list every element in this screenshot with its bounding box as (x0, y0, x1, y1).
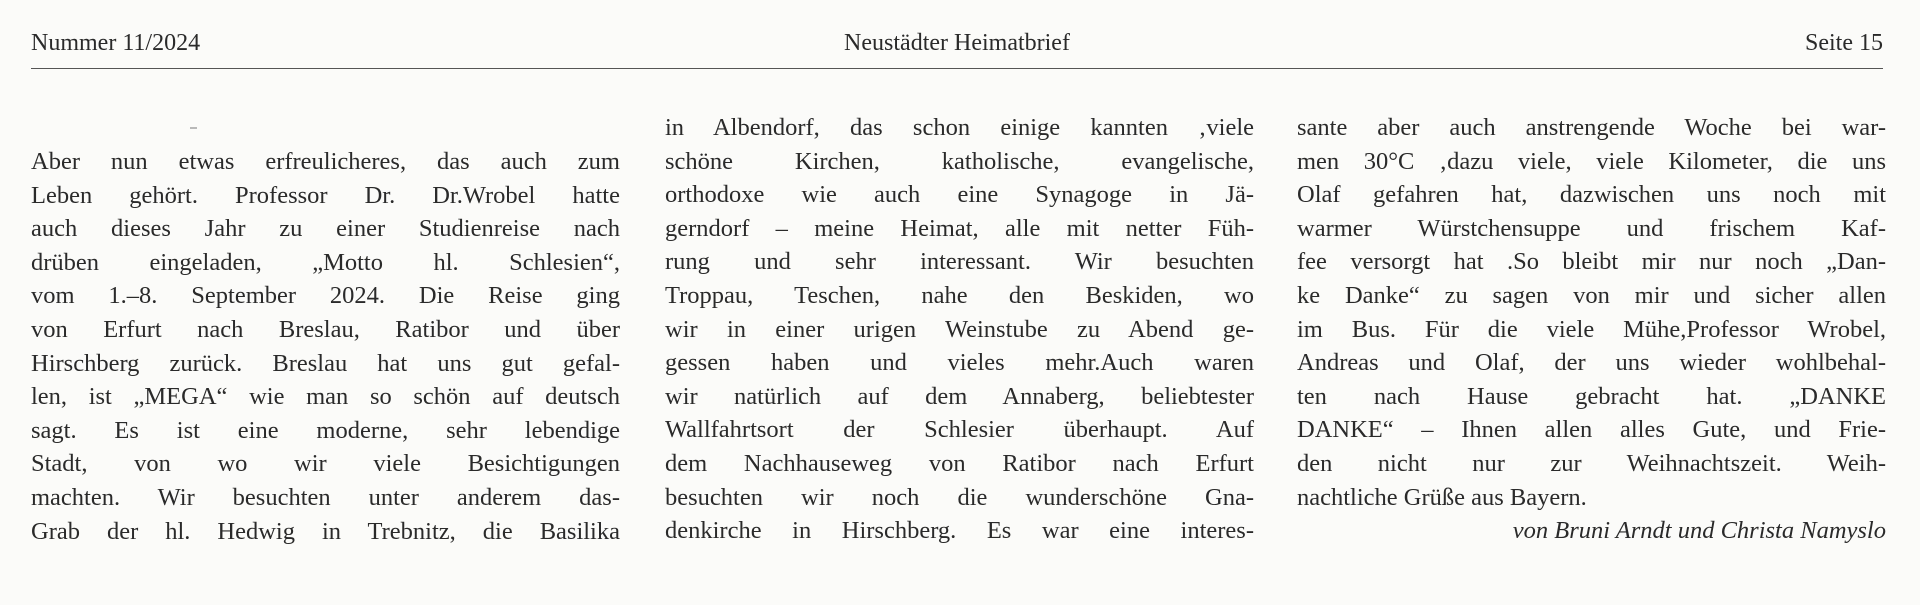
text-line: im Bus. Für die viele Mühe,Professor Wrobel, (1297, 315, 1886, 343)
text-line: wir in einer urigen Weinstube zu Abend ge- (665, 315, 1254, 343)
print-speck (190, 127, 197, 129)
text-line: fee versorgt hat .So bleibt mir nur noch „Dan- (1297, 248, 1886, 276)
publication-title: Neustädter Heimatbrief (844, 30, 1070, 56)
text-line: rung und sehr interessant. Wir besuchten (665, 248, 1254, 276)
text-line: len, ist „MEGA“ wie man so schön auf deutsch (31, 383, 620, 411)
text-line: gessen haben und vieles mehr.Auch waren (665, 349, 1254, 377)
page-number: Seite 15 (1805, 30, 1883, 56)
text-column-2 (665, 111, 1254, 548)
text-line: orthodoxe wie auch eine Synagoge in Jä- (665, 181, 1254, 209)
text-line: ke Danke“ zu sagen von mir und sicher allen (1297, 281, 1886, 309)
text-line: wir natürlich auf dem Annaberg, beliebtester (665, 382, 1254, 410)
page-header (31, 26, 1883, 60)
text-line: nachtliche Grüße aus Bayern. (1297, 483, 1587, 511)
text-line: Andreas und Olaf, der uns wieder wohlbehal- (1297, 349, 1886, 377)
text-line: drüben eingeladen, „Motto hl. Schlesien“, (31, 248, 620, 276)
text-line: machten. Wir besuchten unter anderem das- (31, 483, 620, 511)
text-line: den nicht nur zur Weihnachtszeit. Weih- (1297, 449, 1886, 477)
issue-number: Nummer 11/2024 (31, 30, 201, 56)
text-line: sante aber auch anstrengende Woche bei war- (1297, 114, 1886, 141)
text-line: besuchten wir noch die wunderschöne Gna- (665, 483, 1254, 511)
text-line: denkirche in Hirschberg. Es war eine interes- (665, 517, 1254, 545)
text-column-1 (31, 145, 620, 548)
text-line: Leben gehört. Professor Dr. Dr.Wrobel hatte (31, 181, 620, 209)
text-line: Olaf gefahren hat, dazwischen uns noch mit (1297, 181, 1886, 209)
author-signature: von Bruni Arndt und Christa Namyslo (1512, 517, 1886, 545)
text-line: men 30°C ‚dazu viele, viele Kilometer, die uns (1297, 147, 1886, 175)
text-line: auch dieses Jahr zu einer Studienreise nach (31, 215, 620, 243)
text-line: Aber nun etwas erfreulicheres, das auch zum (31, 148, 620, 175)
text-line: DANKE“ – Ihnen allen alles Gute, und Frie- (1297, 416, 1886, 444)
text-line: schöne Kirchen, katholische, evangelische, (665, 147, 1254, 175)
header-divider (31, 68, 1883, 69)
text-line: ten nach Hause gebracht hat. „DANKE (1297, 382, 1886, 410)
text-column-3 (1297, 111, 1886, 548)
text-line: Troppau, Teschen, nahe den Beskiden, wo (665, 281, 1254, 309)
text-line: Hirschberg zurück. Breslau hat uns gut gefal- (31, 349, 620, 377)
text-line: warmer Würstchensuppe und frischem Kaf- (1297, 214, 1886, 242)
text-line: dem Nachhauseweg von Ratibor nach Erfurt (665, 449, 1254, 477)
text-line: in Albendorf, das schon einige kannten ‚viele (665, 114, 1254, 141)
text-line: Grab der hl. Hedwig in Trebnitz, die Basilika (31, 517, 620, 545)
text-line: Stadt, von wo wir viele Besichtigungen (31, 450, 620, 478)
text-line: vom 1.–8. September 2024. Die Reise ging (31, 282, 620, 310)
text-line: von Erfurt nach Breslau, Ratibor und über (31, 315, 620, 343)
text-line: Wallfahrtsort der Schlesier überhaupt. Auf (665, 416, 1254, 444)
text-line: sagt. Es ist eine moderne, sehr lebendige (31, 416, 620, 444)
text-line: gerndorf – meine Heimat, alle mit netter Füh- (665, 214, 1254, 242)
